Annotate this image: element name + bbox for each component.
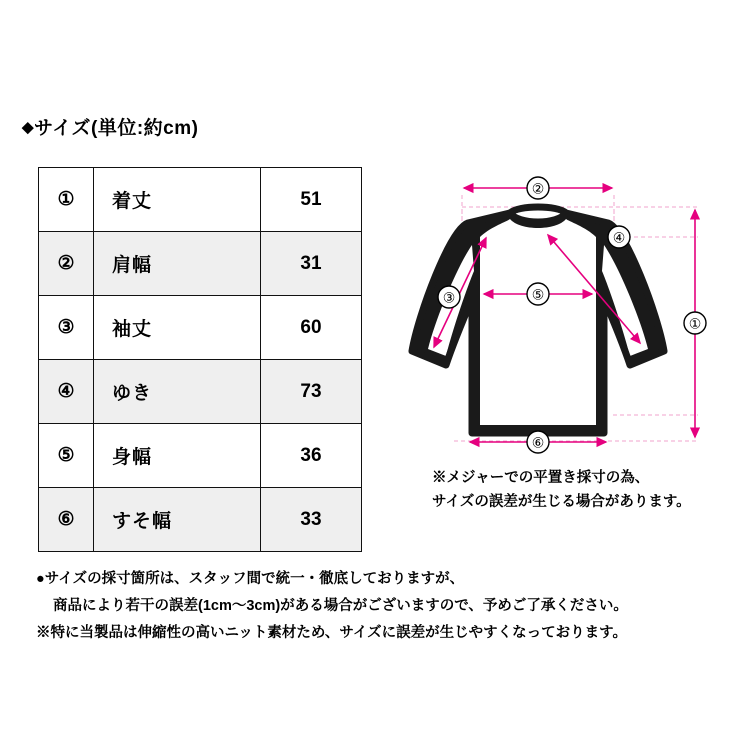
- row-marker: ⑥: [39, 488, 94, 552]
- garment-measurement-diagram: [358, 165, 718, 475]
- table-row: [39, 232, 362, 296]
- row-value: 36: [261, 424, 362, 488]
- size-table: [38, 167, 362, 552]
- row-marker: ④: [39, 360, 94, 424]
- row-value: 33: [261, 488, 362, 552]
- table-row: [39, 168, 362, 232]
- diagram-note-line2: サイズの誤差が生じる場合があります。: [432, 493, 691, 510]
- row-value: 60: [261, 296, 362, 360]
- row-marker: ③: [39, 296, 94, 360]
- note-line-1: ●サイズの採寸箇所は、スタッフ間で統一・徹底しておりますが、: [36, 571, 465, 587]
- diagram-note-line1: ※メジャーでの平置き採寸の為、: [432, 470, 650, 486]
- page-title: [22, 113, 198, 140]
- row-marker: ②: [39, 232, 94, 296]
- bottom-notes: [36, 566, 628, 646]
- note-line-3: ※特に当製品は伸縮性の高いニット素材ため、サイズに誤差が生じやすくなっております。: [36, 624, 628, 641]
- row-marker: ①: [39, 168, 94, 232]
- row-label: 袖丈: [94, 296, 261, 360]
- diamond-bullet-icon: ◆: [22, 119, 35, 136]
- table-row: [39, 488, 362, 552]
- marker-1-label: ①: [688, 315, 702, 332]
- page-title-text: サイズ(単位:約cm): [34, 118, 199, 139]
- row-label: 肩幅: [94, 232, 261, 296]
- row-value: 73: [261, 360, 362, 424]
- marker-6-label: ⑥: [531, 434, 545, 451]
- row-value: 31: [261, 232, 362, 296]
- row-label: 身幅: [94, 424, 261, 488]
- row-marker: ⑤: [39, 424, 94, 488]
- diagram-note: [432, 467, 691, 515]
- table-row: [39, 424, 362, 488]
- table-row: [39, 360, 362, 424]
- marker-3-label: ③: [442, 289, 456, 306]
- table-row: [39, 296, 362, 360]
- note-line-2: 商品により若干の誤差(1cm～3cm)がある場合がございますので、予めご了承ください。: [53, 597, 628, 614]
- row-label: すそ幅: [94, 488, 261, 552]
- row-value: 51: [261, 168, 362, 232]
- marker-5-label: ⑤: [531, 286, 545, 303]
- marker-4-label: ④: [612, 229, 626, 246]
- marker-2-label: ②: [531, 180, 545, 197]
- row-label: ゆき: [94, 360, 261, 424]
- row-label: 着丈: [94, 168, 261, 232]
